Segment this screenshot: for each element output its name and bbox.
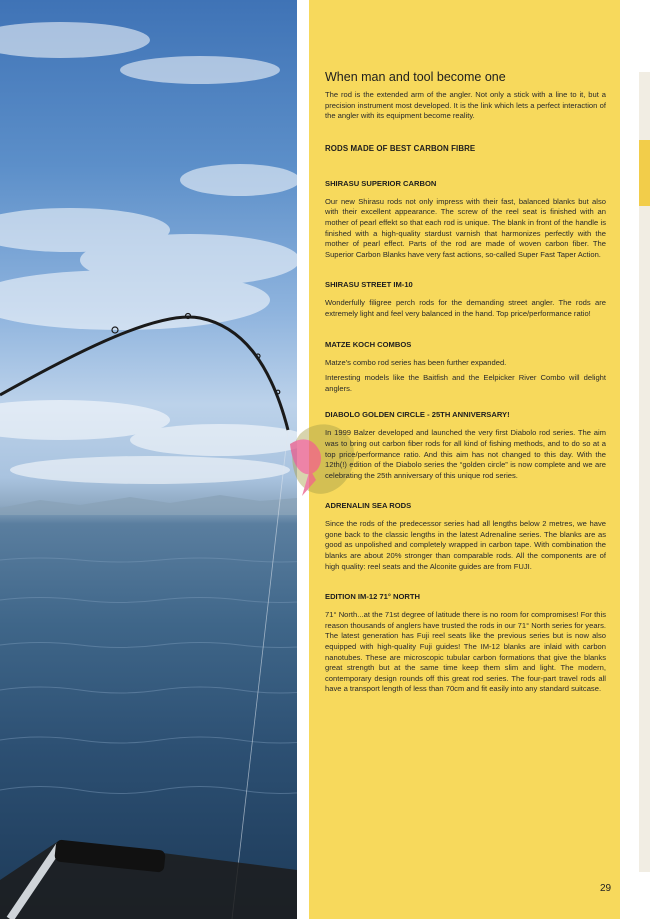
section-adrenalin [325, 501, 606, 572]
page-title: When man and tool become one [325, 70, 506, 84]
section-paragraph: Since the rods of the predecessor series had all lengths below 2 metres, we have gone back to the classic lengths in the latest Adrenaline series. The blanks are as good as unpolished and completely wrapped in carbon tape. With combination the blanks are about 20% stronger than comparable rods. All the components are of high quality: reel seats and the Alconite guides are from FUJI. [325, 519, 606, 571]
section-title: MATZE KOCH COMBOS [325, 339, 412, 349]
fishing-rod-photo [0, 0, 297, 919]
section-shirasu-superior [325, 179, 606, 261]
section-paragraph: Interesting models like the Baitfish and the Eelpicker River Combo will delight anglers. [325, 373, 606, 393]
section-title: SHIRASU STREET IM-10 [325, 280, 413, 290]
section-shirasu-street [325, 280, 606, 319]
section-paragraph: Our new Shirasu rods not only impress with their fast, balanced blanks but also with their excellent appearance. The screw of the reel seat is finished with an mother of pearl effekt so that each rod is unique. The blank in front of the handle is finished with a high-quality stardust varnish that harmonizes perfectly with the mother of pearl effect. Parts of the rod are made of woven carbon fiber. The Superior Carbon Blanks have very fast actions, so-called Super Fast Taper Action. [325, 196, 606, 259]
article [325, 70, 606, 711]
chapter-tab-active [639, 140, 650, 206]
section-title: ADRENALIN SEA RODS [325, 501, 412, 511]
section-matze-koch [325, 340, 606, 395]
rod-over-sea-illustration [0, 0, 297, 919]
section-paragraph: Matze's combo rod series has been further expanded. [325, 357, 507, 367]
section-title: EDITION IM-12 71° NORTH [325, 592, 421, 602]
section-title: DIABOLO GOLDEN CIRCLE - 25TH ANNIVERSARY! [325, 410, 510, 420]
section-title: SHIRASU SUPERIOR CARBON [325, 178, 437, 188]
intro-paragraph: The rod is the extended arm of the angler. Not only a stick with a line to it, but a precision instrument most developed. It is the link which lets a perfect interaction of the angler with its equipment become reality. [325, 90, 606, 121]
page-number: 29 [600, 883, 612, 894]
section-paragraph: In 1999 Balzer developed and launched the very first Diabolo rod series. The aim was to bring out carbon fiber rods for all kind of fishing methods, and to do so at a top price/performance ratio. And this aim has not changed to this day. With the 12th(!) edition of the Diabolo series the “golden circle” is now complete and we are celebrating the 25th anniversary of this unique rod series. [325, 428, 606, 480]
section-71-north [325, 592, 606, 695]
main-section-heading: RODS MADE OF BEST CARBON FIBRE [325, 143, 476, 153]
section-paragraph: 71° North...at the 71st degree of latitude there is no room for compromises! For this reason thousands of anglers have trusted the rods in our 71° North series for years. The latest generation has Fuji reel seats like the previous series but is now also equipped with high-quality Fuji guides! The IM-12 blanks are inlaid with carbon nanotubes. These are microscopic tubular carbon formations that give the blanks great strength but at the same time keep them slim and light. The modern, contemporary design rounds off this great rod series. The four-part travel rods all have a transport length of less than 70cm and fit easily into any standard suitcase. [325, 610, 606, 694]
section-paragraph: Wonderfully filigree perch rods for the demanding street angler. The rods are extremely light and feel very balanced in the hand. Top price/performance ratio! [325, 298, 606, 318]
section-diabolo [325, 410, 606, 481]
